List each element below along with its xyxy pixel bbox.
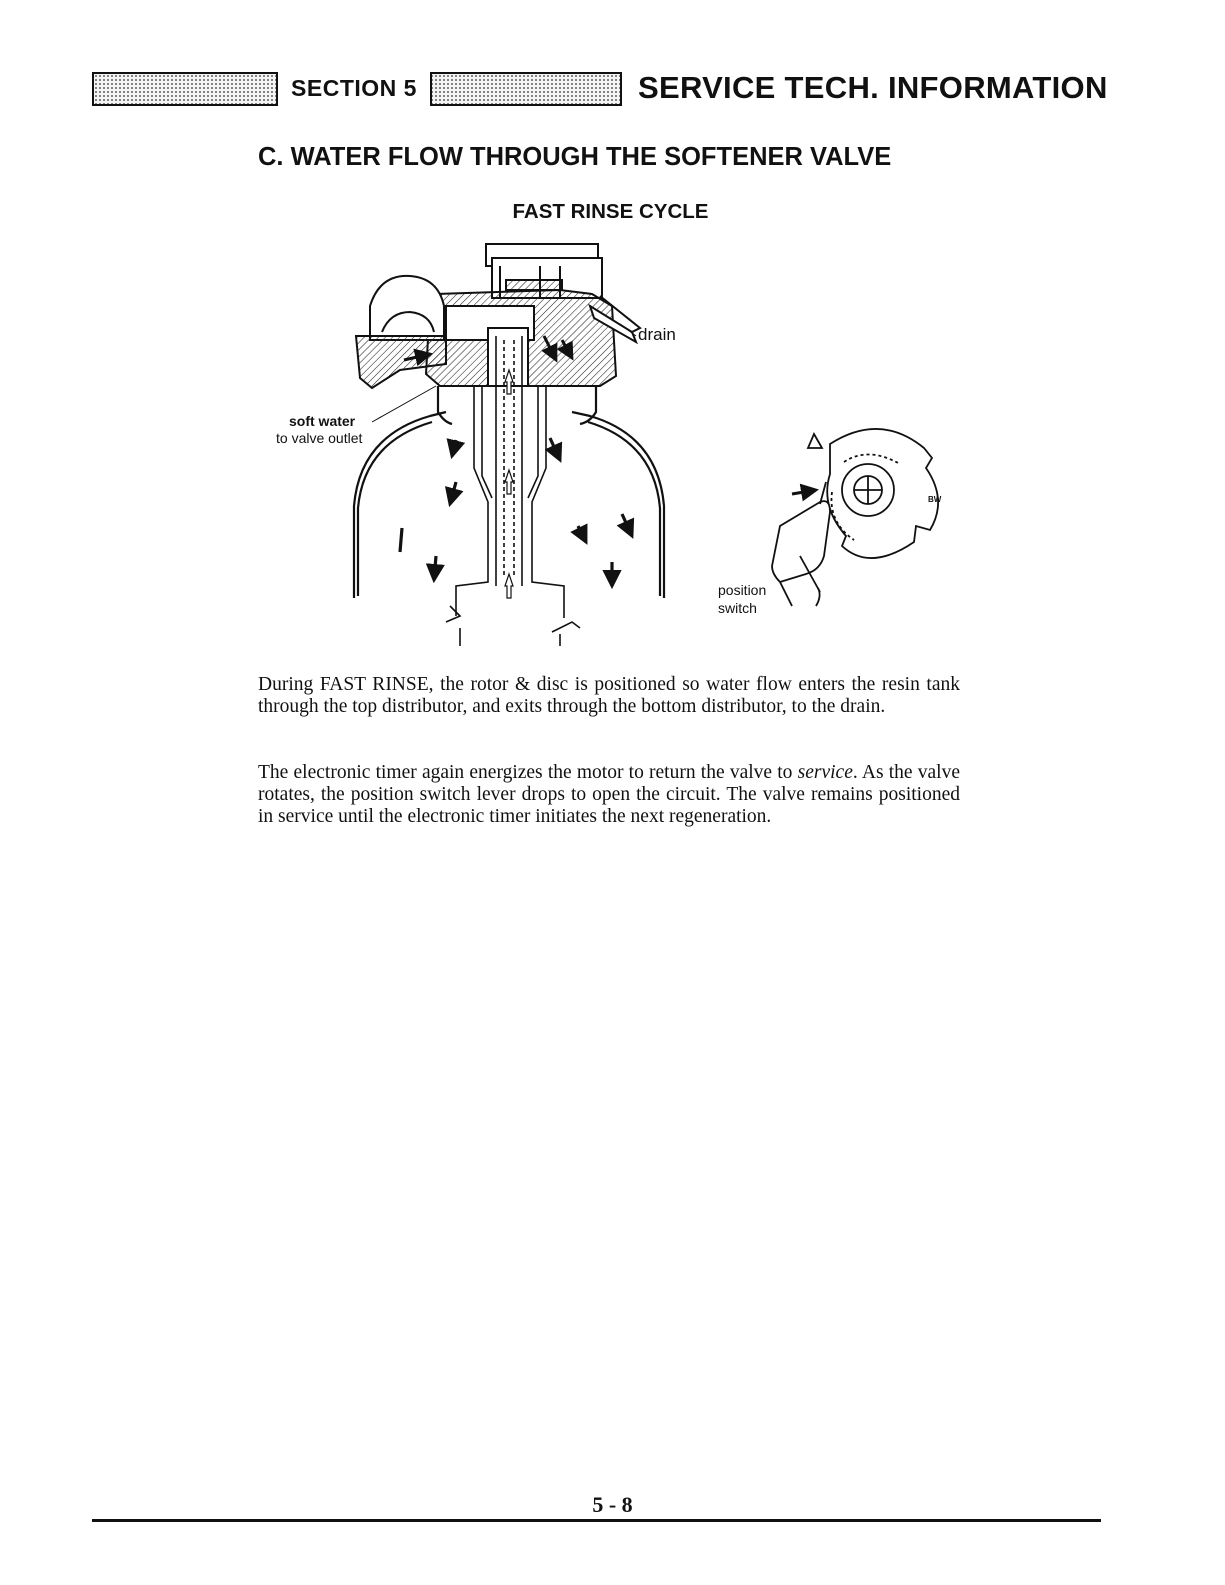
paragraph-fast-rinse: During FAST RINSE, the rotor & disc is positioned so water flow enters the resin tank through the top distributor, and exits through the bottom distributor, to the drain. <box>258 674 960 717</box>
fast-rinse-valve-diagram <box>260 236 980 656</box>
paragraph-return-to-service <box>258 762 960 828</box>
switch-label: switch <box>718 600 757 616</box>
figure-title <box>0 198 1225 226</box>
page-heading: C. WATER FLOW THROUGH THE SOFTENER VALVE <box>258 143 892 171</box>
soft-water-label: soft water <box>289 413 356 429</box>
position-switch-dial <box>772 429 942 606</box>
position-label: position <box>718 582 767 598</box>
dial-bw-label: BW <box>928 495 942 504</box>
tank-flow-arrows <box>400 438 632 586</box>
valve-outlet-label: to valve outlet <box>276 430 363 446</box>
header-title: SERVICE TECH. INFORMATION <box>638 70 1108 105</box>
up-arrows <box>505 370 513 598</box>
paragraph-2-end: . As the valve rotates, the position switch lever drops to open the circuit. The valve remains positioned in service until the electronic timer initiates the next regeneration. <box>258 762 960 827</box>
figure-title-text: FAST RINSE CYCLE <box>512 200 709 223</box>
paragraph-2-start: The electronic timer again energizes the motor to return the valve to <box>258 762 798 783</box>
paragraph-2-italic: service <box>797 762 853 783</box>
section-label: SECTION 5 <box>276 72 432 106</box>
footer-rule <box>92 1519 1101 1522</box>
page-number: 5 - 8 <box>592 1492 633 1517</box>
drain-label: drain <box>638 325 676 344</box>
